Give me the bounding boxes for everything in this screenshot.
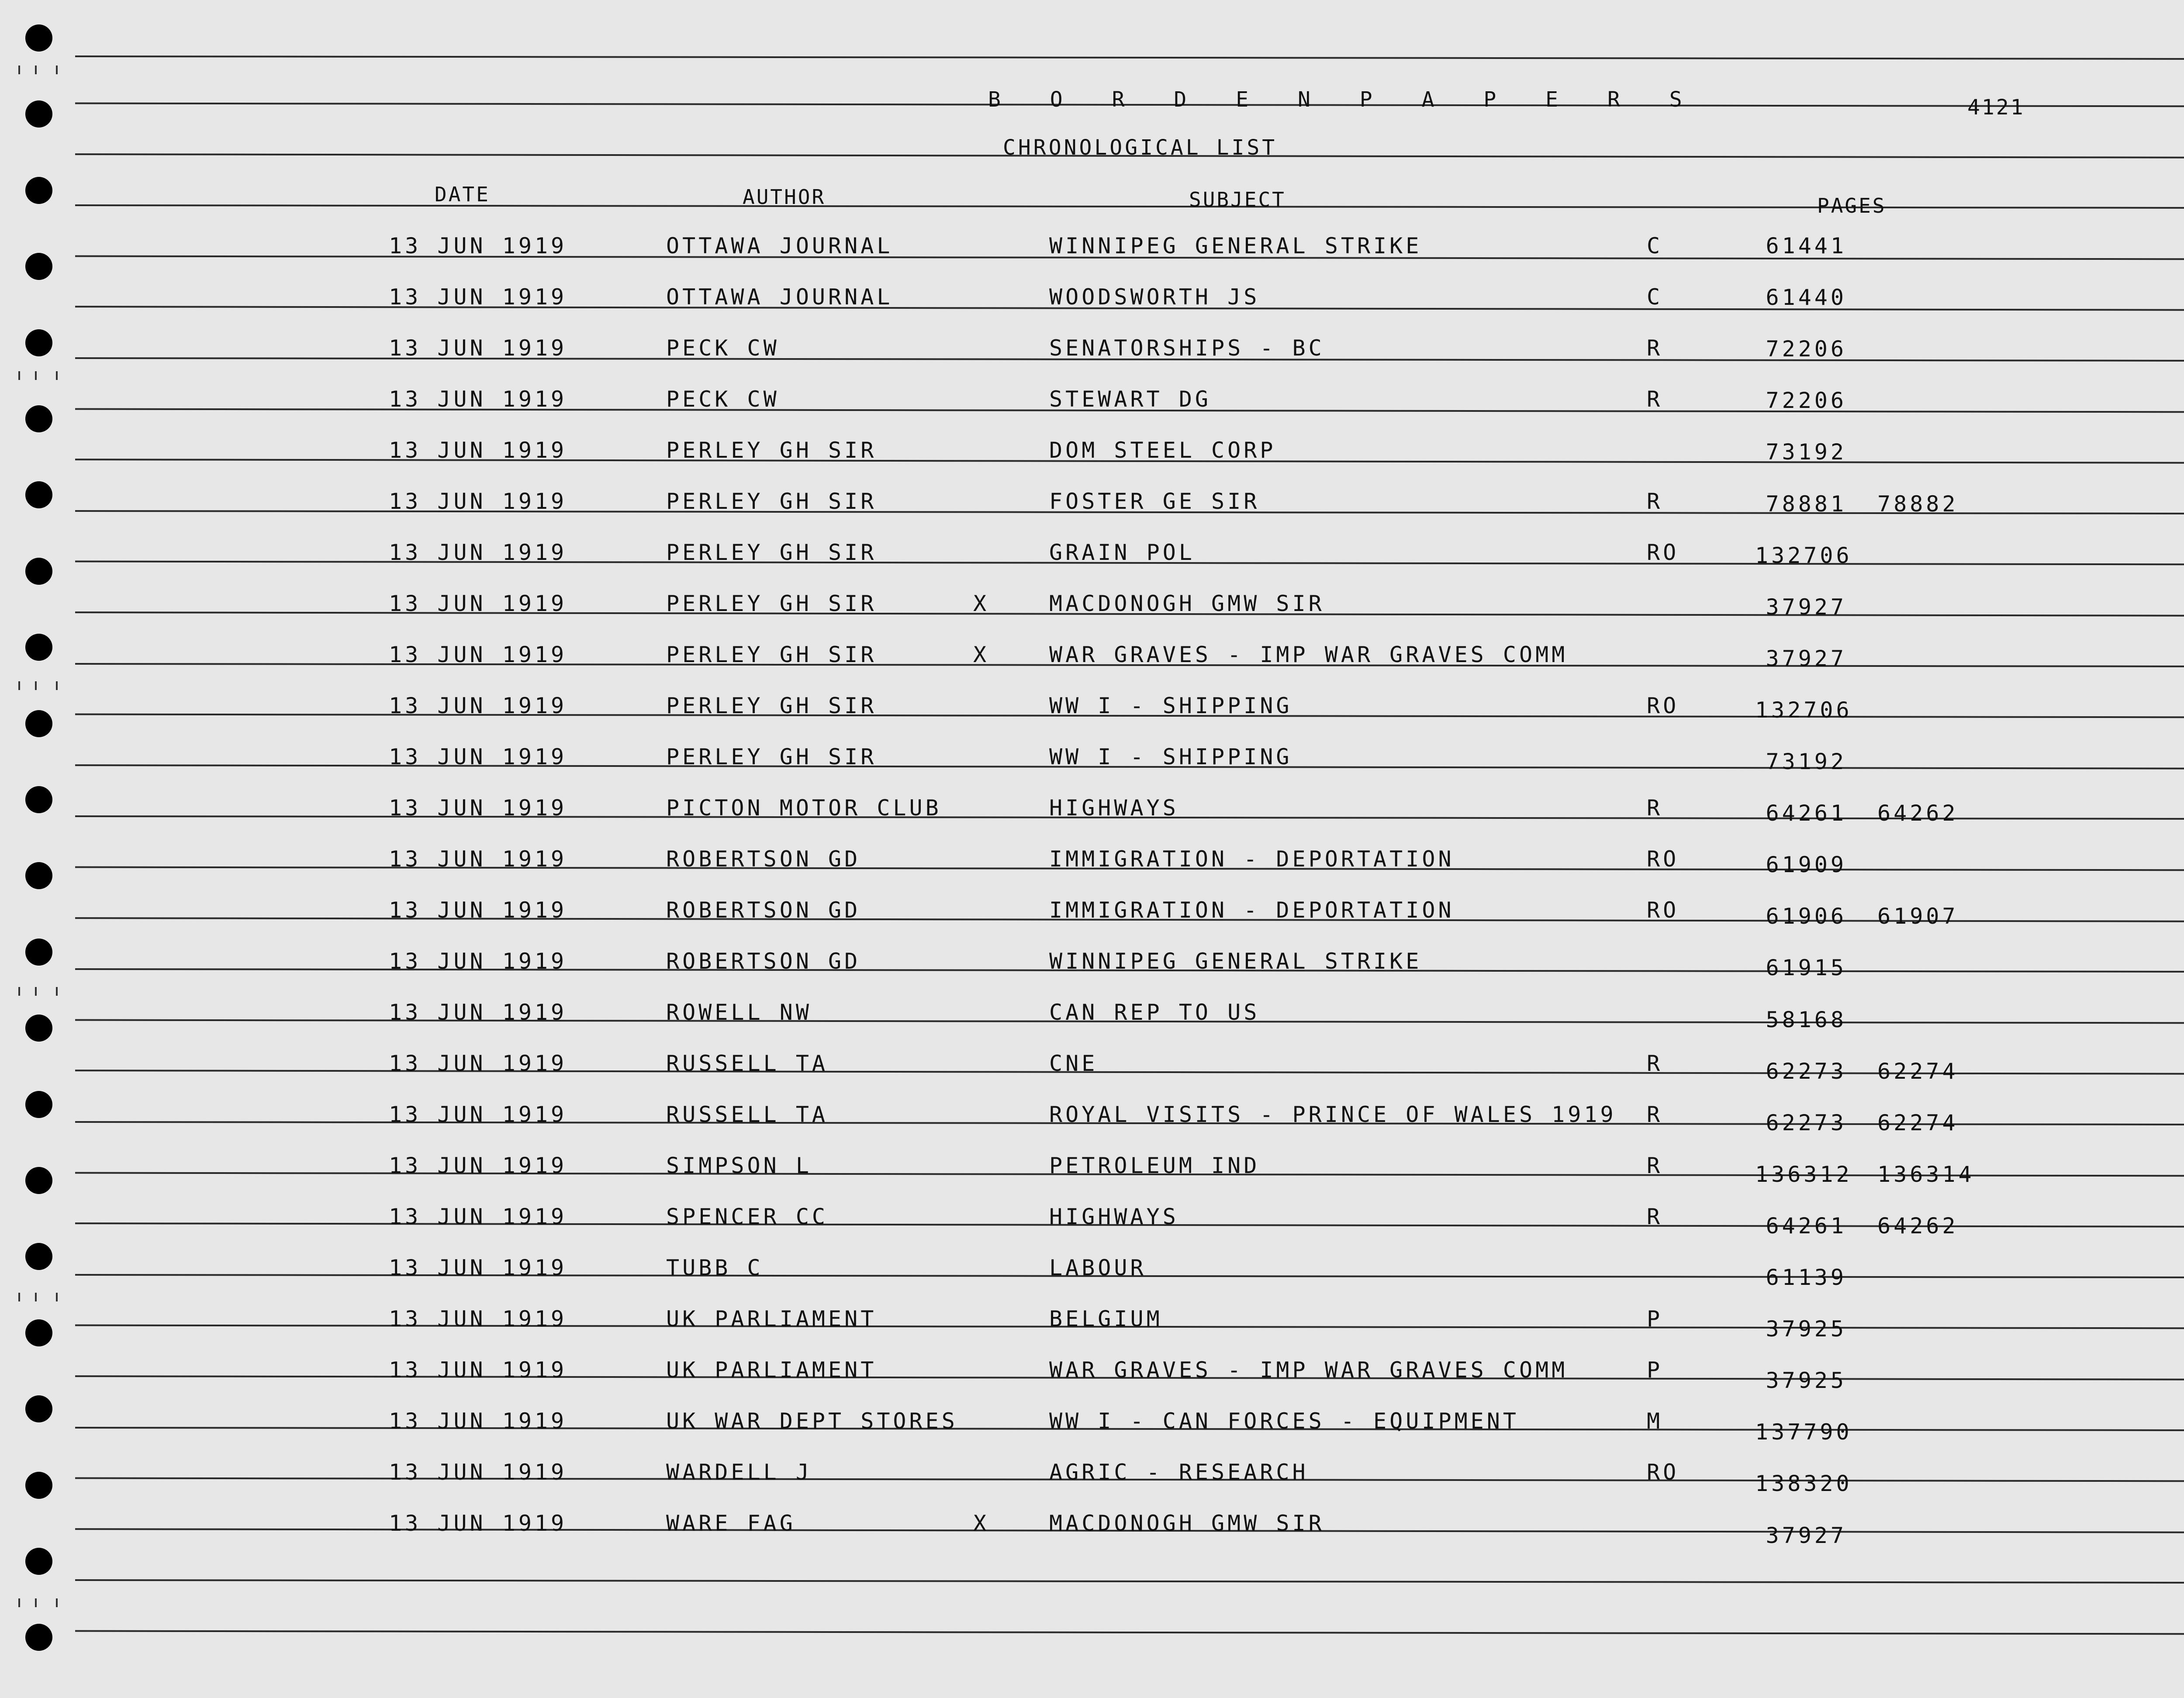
row-page-start: 37925 [1766,1316,1847,1342]
row-date: 13 JUN 1919 [389,1000,567,1025]
row-code: R [1647,1102,1663,1127]
row-subject: SENATORSHIPS - BC [1049,335,1325,361]
row-cross-mark: X [973,591,990,616]
row-page-start: 62273 [1766,1059,1847,1084]
row-subject: WAR GRAVES - IMP WAR GRAVES COMM [1049,642,1568,667]
row-page-start: 132706 [1755,543,1852,568]
row-author: PECK CW [666,335,780,361]
perforation-mark [56,987,58,996]
row-page-start: 64261 [1766,1213,1847,1239]
row-author: UK WAR DEPT STORES [666,1408,958,1434]
table-row [0,744,2184,774]
row-date: 13 JUN 1919 [389,1153,567,1178]
table-row [0,335,2184,362]
perforation-mark [56,1598,58,1607]
column-header-subject: SUBJECT [1189,188,1286,211]
table-row [0,642,2184,671]
row-date: 13 JUN 1919 [389,438,567,463]
row-code: R [1647,1204,1663,1229]
row-page-start: 73192 [1766,749,1847,774]
row-author: OTTAWA JOURNAL [666,284,893,310]
row-date: 13 JUN 1919 [389,1460,567,1485]
row-page-start: 73192 [1766,439,1847,465]
row-subject: WOODSWORTH JS [1049,284,1260,310]
row-author: PERLEY GH SIR [666,591,877,616]
row-code: R [1647,387,1663,412]
table-row [0,284,2184,311]
row-subject: MACDONOGH GMW SIR [1049,1511,1325,1536]
table-row [0,1255,2184,1290]
row-page-start: 37927 [1766,1523,1847,1548]
row-subject: FOSTER GE SIR [1049,489,1260,514]
document-subtitle: CHRONOLOGICAL LIST [1003,135,1278,160]
table-row [0,1153,2184,1187]
row-subject: PETROLEUM IND [1049,1153,1260,1178]
row-page-start: 61915 [1766,955,1847,980]
row-author: RUSSELL TA [666,1102,829,1127]
row-date: 13 JUN 1919 [389,1357,567,1383]
row-code: R [1647,489,1663,514]
table-row [0,1306,2184,1342]
row-cross-mark: X [973,642,990,667]
row-page-end: 136314 [1877,1162,1975,1187]
row-author: PERLEY GH SIR [666,438,877,463]
row-page-end: 62274 [1877,1059,1959,1084]
row-page-start: 132706 [1755,697,1852,723]
row-subject: CAN REP TO US [1049,1000,1260,1025]
row-code: RO [1647,1460,1679,1485]
row-page-start: 37927 [1766,646,1847,671]
row-page-start: 72206 [1766,388,1847,413]
row-author: SPENCER CC [666,1204,829,1229]
row-date: 13 JUN 1919 [389,233,567,259]
row-subject: STEWART DG [1049,387,1212,412]
row-date: 13 JUN 1919 [389,335,567,361]
perforation-mark [35,66,37,74]
row-subject: HIGHWAYS [1049,1204,1179,1229]
table-row [0,489,2184,515]
table-row [0,1000,2184,1032]
ruled-line [75,1630,2184,1635]
row-author: ROWELL NW [666,1000,812,1025]
row-page-start: 62273 [1766,1110,1847,1135]
table-row [0,1357,2184,1393]
row-subject: WW I - CAN FORCES - EQUIPMENT [1049,1408,1519,1434]
row-page-end: 62274 [1877,1110,1959,1135]
row-page-start: 37927 [1766,594,1847,620]
row-date: 13 JUN 1919 [389,846,567,872]
row-code: P [1647,1357,1663,1383]
perforation-mark [35,1598,37,1607]
row-subject: IMMIGRATION - DEPORTATION [1049,897,1455,923]
row-code: RO [1647,846,1679,872]
row-page-end: 78882 [1877,491,1959,517]
row-page-start: 136312 [1755,1162,1852,1187]
row-author: WARDELL J [666,1460,812,1485]
perforation-mark [56,681,58,690]
column-header-author: AUTHOR [743,185,826,209]
row-author: PERLEY GH SIR [666,540,877,565]
column-header-date: DATE [435,183,490,206]
row-author: RUSSELL TA [666,1051,829,1076]
row-author: OTTAWA JOURNAL [666,233,893,259]
row-author: ROBERTSON GD [666,949,861,974]
row-author: UK PARLIAMENT [666,1357,877,1383]
row-subject: WAR GRAVES - IMP WAR GRAVES COMM [1049,1357,1568,1383]
row-code: RO [1647,693,1679,718]
row-subject: BELGIUM [1049,1306,1163,1332]
row-code: R [1647,795,1663,821]
row-subject: WINNIPEG GENERAL STRIKE [1049,233,1422,259]
row-code: C [1647,233,1663,259]
table-row [0,1511,2184,1548]
perforation-mark [56,371,58,380]
row-code: P [1647,1306,1663,1332]
table-row [0,1051,2184,1084]
row-page-start: 58168 [1766,1007,1847,1032]
row-subject: CNE [1049,1051,1098,1076]
row-subject: WW I - SHIPPING [1049,693,1292,718]
row-date: 13 JUN 1919 [389,897,567,923]
ruled-line [75,1579,2184,1584]
row-date: 13 JUN 1919 [389,1051,567,1076]
row-author: PICTON MOTOR CLUB [666,795,942,821]
row-subject: DOM STEEL CORP [1049,438,1276,463]
row-code: RO [1647,540,1679,565]
row-subject: ROYAL VISITS - PRINCE OF WALES 1919 [1049,1102,1617,1127]
row-subject: WINNIPEG GENERAL STRIKE [1049,949,1422,974]
row-page-end: 64262 [1877,801,1959,826]
row-author: PERLEY GH SIR [666,489,877,514]
ruled-line [75,55,2184,60]
row-author: ROBERTSON GD [666,897,861,923]
row-code: M [1647,1408,1663,1434]
table-row [0,1102,2184,1135]
row-date: 13 JUN 1919 [389,642,567,667]
row-date: 13 JUN 1919 [389,1408,567,1434]
perforation-mark [18,1598,20,1607]
row-code: C [1647,284,1663,310]
row-date: 13 JUN 1919 [389,489,567,514]
table-row [0,1408,2184,1445]
row-date: 13 JUN 1919 [389,1306,567,1332]
row-author: ROBERTSON GD [666,846,861,872]
row-date: 13 JUN 1919 [389,744,567,770]
table-row [0,233,2184,259]
row-author: PECK CW [666,387,780,412]
row-date: 13 JUN 1919 [389,949,567,974]
row-author: PERLEY GH SIR [666,693,877,718]
feed-hole-left [25,100,52,128]
feed-hole-left [25,177,52,204]
row-page-start: 72206 [1766,336,1847,362]
perforation-mark [35,1293,37,1301]
perforation-mark [18,987,20,996]
document-title: B O R D E N P A P E R S [988,87,1700,112]
row-page-start: 64261 [1766,801,1847,826]
feed-hole-left [25,1624,52,1651]
row-page-start: 37925 [1766,1368,1847,1393]
table-row [0,1460,2184,1496]
row-page-start: 61139 [1766,1265,1847,1290]
table-row [0,949,2184,980]
row-author: UK PARLIAMENT [666,1306,877,1332]
row-date: 13 JUN 1919 [389,540,567,565]
perforation-mark [18,371,20,380]
table-row [0,897,2184,929]
table-row [0,591,2184,620]
row-code: R [1647,1153,1663,1178]
row-author: TUBB C [666,1255,764,1280]
column-header-pages: PAGES [1817,194,1887,217]
row-page-start: 61909 [1766,852,1847,877]
row-author: SIMPSON L [666,1153,812,1178]
row-page-start: 78881 [1766,491,1847,517]
row-code: R [1647,1051,1663,1076]
row-date: 13 JUN 1919 [389,1511,567,1536]
row-date: 13 JUN 1919 [389,1204,567,1229]
perforation-mark [35,987,37,996]
row-page-start: 138320 [1755,1471,1852,1496]
table-row [0,795,2184,826]
perforation-mark [35,681,37,690]
row-date: 13 JUN 1919 [389,795,567,821]
row-code: RO [1647,897,1679,923]
perforation-mark [18,66,20,74]
row-subject: AGRIC - RESEARCH [1049,1460,1309,1485]
feed-hole-left [25,1548,52,1575]
row-page-start: 61441 [1766,233,1847,259]
table-row [0,1204,2184,1239]
perforation-mark [56,1293,58,1301]
row-page-start: 137790 [1755,1419,1852,1445]
row-date: 13 JUN 1919 [389,1255,567,1280]
row-page-start: 61906 [1766,904,1847,929]
row-author: PERLEY GH SIR [666,642,877,667]
row-date: 13 JUN 1919 [389,387,567,412]
row-date: 13 JUN 1919 [389,1102,567,1127]
perforation-mark [18,1293,20,1301]
row-page-end: 61907 [1877,904,1959,929]
row-subject: HIGHWAYS [1049,795,1179,821]
feed-hole-left [25,24,52,52]
row-author: PERLEY GH SIR [666,744,877,770]
row-subject: MACDONOGH GMW SIR [1049,591,1325,616]
row-subject: GRAIN POL [1049,540,1195,565]
perforation-mark [56,66,58,74]
page-number: 4121 [1967,95,2025,120]
row-date: 13 JUN 1919 [389,591,567,616]
table-row [0,387,2184,413]
table-row [0,846,2184,877]
row-page-end: 64262 [1877,1213,1959,1239]
row-subject: IMMIGRATION - DEPORTATION [1049,846,1455,872]
row-subject: WW I - SHIPPING [1049,744,1292,770]
row-subject: LABOUR [1049,1255,1147,1280]
row-code: R [1647,335,1663,361]
perforation-mark [35,371,37,380]
table-row [0,540,2184,566]
table-row [0,693,2184,723]
row-date: 13 JUN 1919 [389,284,567,310]
row-date: 13 JUN 1919 [389,693,567,718]
table-row [0,438,2184,464]
row-author: WARE FAG [666,1511,796,1536]
perforation-mark [18,681,20,690]
row-page-start: 61440 [1766,285,1847,310]
row-cross-mark: X [973,1511,990,1536]
